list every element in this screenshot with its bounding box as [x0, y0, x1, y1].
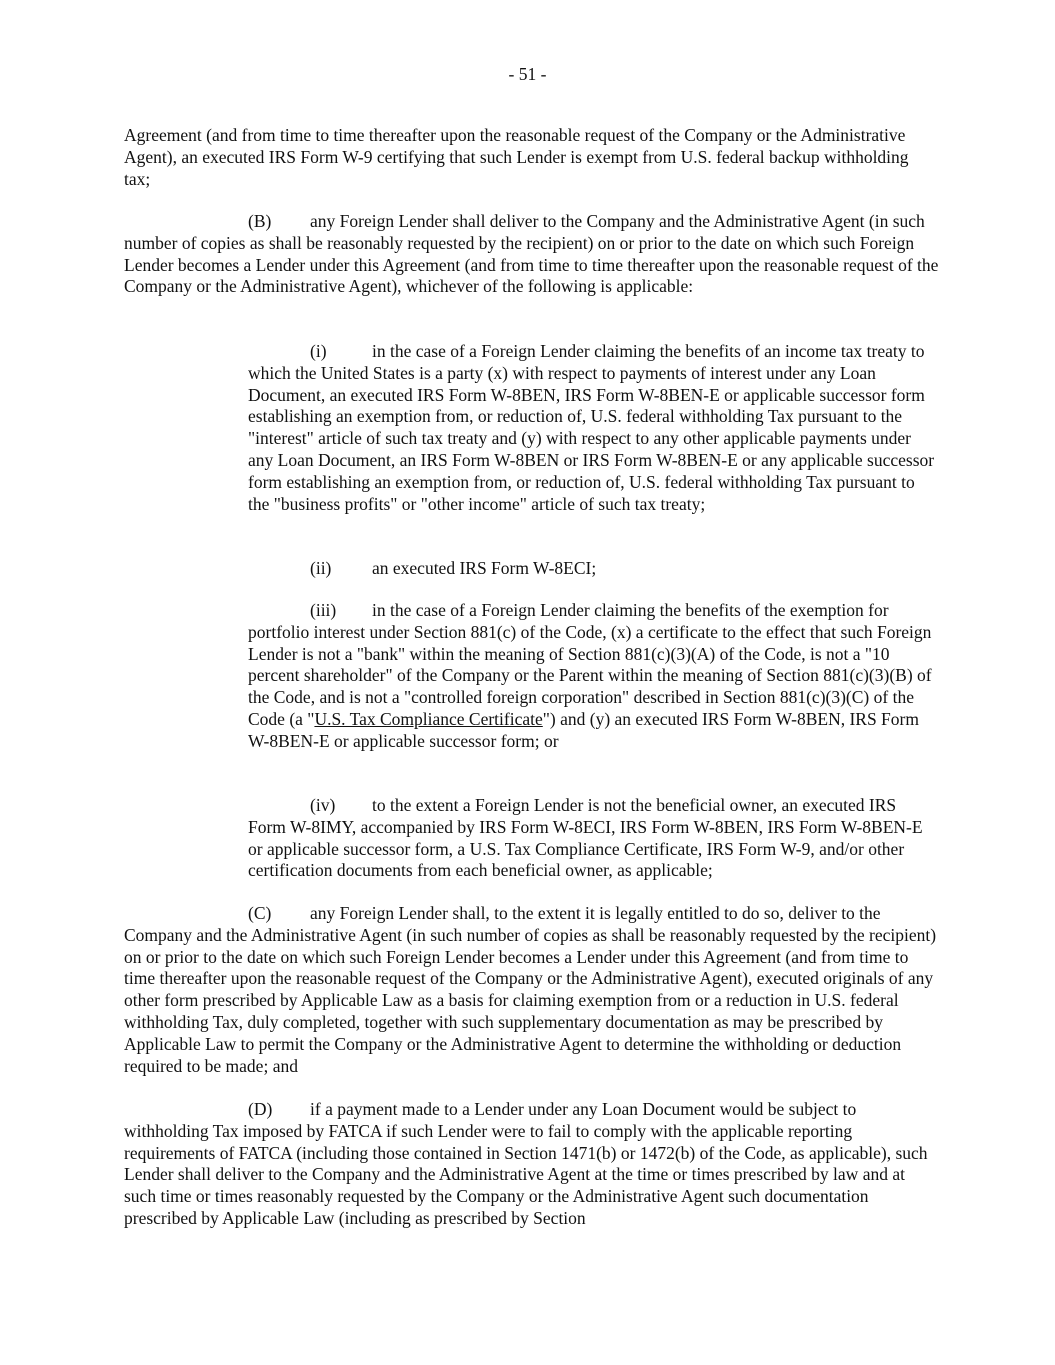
subparagraph-iii — [248, 600, 938, 753]
paragraph-text: if a payment made to a Lender under any Loan Document would be subject to withholding Tax imposed by FATCA if such Lender were to fail to comply with the applicable reporting requirements of FATCA (including those contained in Section 1471(b) or 1472(b) of the Code, as applicable), such Lender shall deliver to the Company and the Administrative Agent at the time or times prescribed by law and at such time or times reasonably requested by the Company or the Administrative Agent such documentation prescribed by Applicable Law (including as prescribed by Section — [124, 1099, 928, 1228]
paragraph-c — [124, 903, 939, 1077]
paragraph-d — [124, 1099, 939, 1230]
subparagraph-label: (iv) — [310, 795, 336, 815]
subparagraph-ii — [248, 558, 938, 580]
subparagraph-text-end: ") and (y) an executed IRS Form W-8BEN, IRS Form W-8BEN-E or applicable successor form; or — [248, 708, 919, 751]
paragraph-continuation — [124, 125, 939, 190]
defined-term: U.S. Tax Compliance Certificate — [314, 708, 543, 729]
paragraph-label: (C) — [248, 903, 272, 923]
subparagraph-label: (ii) — [310, 558, 332, 578]
paragraph-text: Agreement (and from time to time thereafter upon the reasonable request of the Company or the Administrative Agent), an executed IRS Form W-9 certifying that such Lender is exempt from U.S. federal backup withholding tax; — [124, 125, 909, 189]
paragraph-label: (B) — [248, 211, 272, 231]
paragraph-text: any Foreign Lender shall deliver to the Company and the Administrative Agent (in such number of copies as shall be reasonably requested by the recipient) on or prior to the date on which such Foreign Lender becomes a Lender under this Agreement (and from time to time thereafter upon the reasonable request of the Company or the Administrative Agent), whichever of the following is applicable: — [124, 211, 939, 297]
subparagraph-i — [248, 341, 938, 515]
subparagraph-text: in the case of a Foreign Lender claiming the benefits of an income tax treaty to which the United States is a party (x) with respect to payments of interest under any Loan Document, an executed IRS Form W-8BEN, IRS Form W-8BEN-E or applicable successor form establishing an exemption from, or reduction of, U.S. federal withholding Tax pursuant to the "interest" article of such tax treaty and (y) with respect to any other applicable payments under any Loan Document, an IRS Form W-8BEN or IRS Form W-8BEN-E or any applicable successor form establishing an exemption from, or reduction of, U.S. federal withholding Tax pursuant to the "business profits" or "other income" article of such tax treaty; — [248, 341, 935, 514]
subparagraph-text: an executed IRS Form W-8ECI; — [372, 558, 597, 578]
subparagraph-label: (iii) — [310, 600, 337, 620]
page-number: - 51 - — [508, 64, 547, 84]
paragraph-label: (D) — [248, 1099, 273, 1119]
paragraph-text: any Foreign Lender shall, to the extent it is legally entitled to do so, deliver to the Company and the Administrative Agent (in such number of copies as shall be reasonably requested by the recipient) on or prior to the date on which such Foreign Lender becomes a Lender under this Agreement (and from time to time thereafter upon the reasonable request of the Company or the Administrative Agent), executed originals of any other form prescribed by Applicable Law as a basis for claiming exemption from or a reduction in U.S. federal withholding Tax, duly completed, together with such supplementary documentation as may be prescribed by Applicable Law to permit the Company or the Administrative Agent to determine the withholding or deduction required to be made; and — [124, 903, 937, 1076]
subparagraph-text: to the extent a Foreign Lender is not the beneficial owner, an executed IRS Form W-8IMY, accompanied by IRS Form W-8ECI, IRS Form W-8BEN, IRS Form W-8BEN-E or applicable successor form, a U.S. Tax Compliance Certificate, IRS Form W-9, and/or other certification documents from each beneficial owner, as applicable; — [248, 795, 923, 881]
subparagraph-iv — [248, 795, 938, 882]
subparagraph-label: (i) — [310, 341, 327, 361]
subparagraph-text: in the case of a Foreign Lender claiming the benefits of the exemption for portfolio interest under Section 881(c) of the Code, (x) a certificate to the effect that such Foreign Lender is not a "bank" within the meaning of Section 881(c)(3)(A) of the Code, is not a "10 percent shareholder" of the Company or the Parent within the meaning of Section 881(c)(3)(B) of the Code, and is not a "controlled foreign corporation" described in Section 881(c)(3)(C) of the Code (a " — [248, 600, 932, 729]
paragraph-b — [124, 211, 939, 298]
